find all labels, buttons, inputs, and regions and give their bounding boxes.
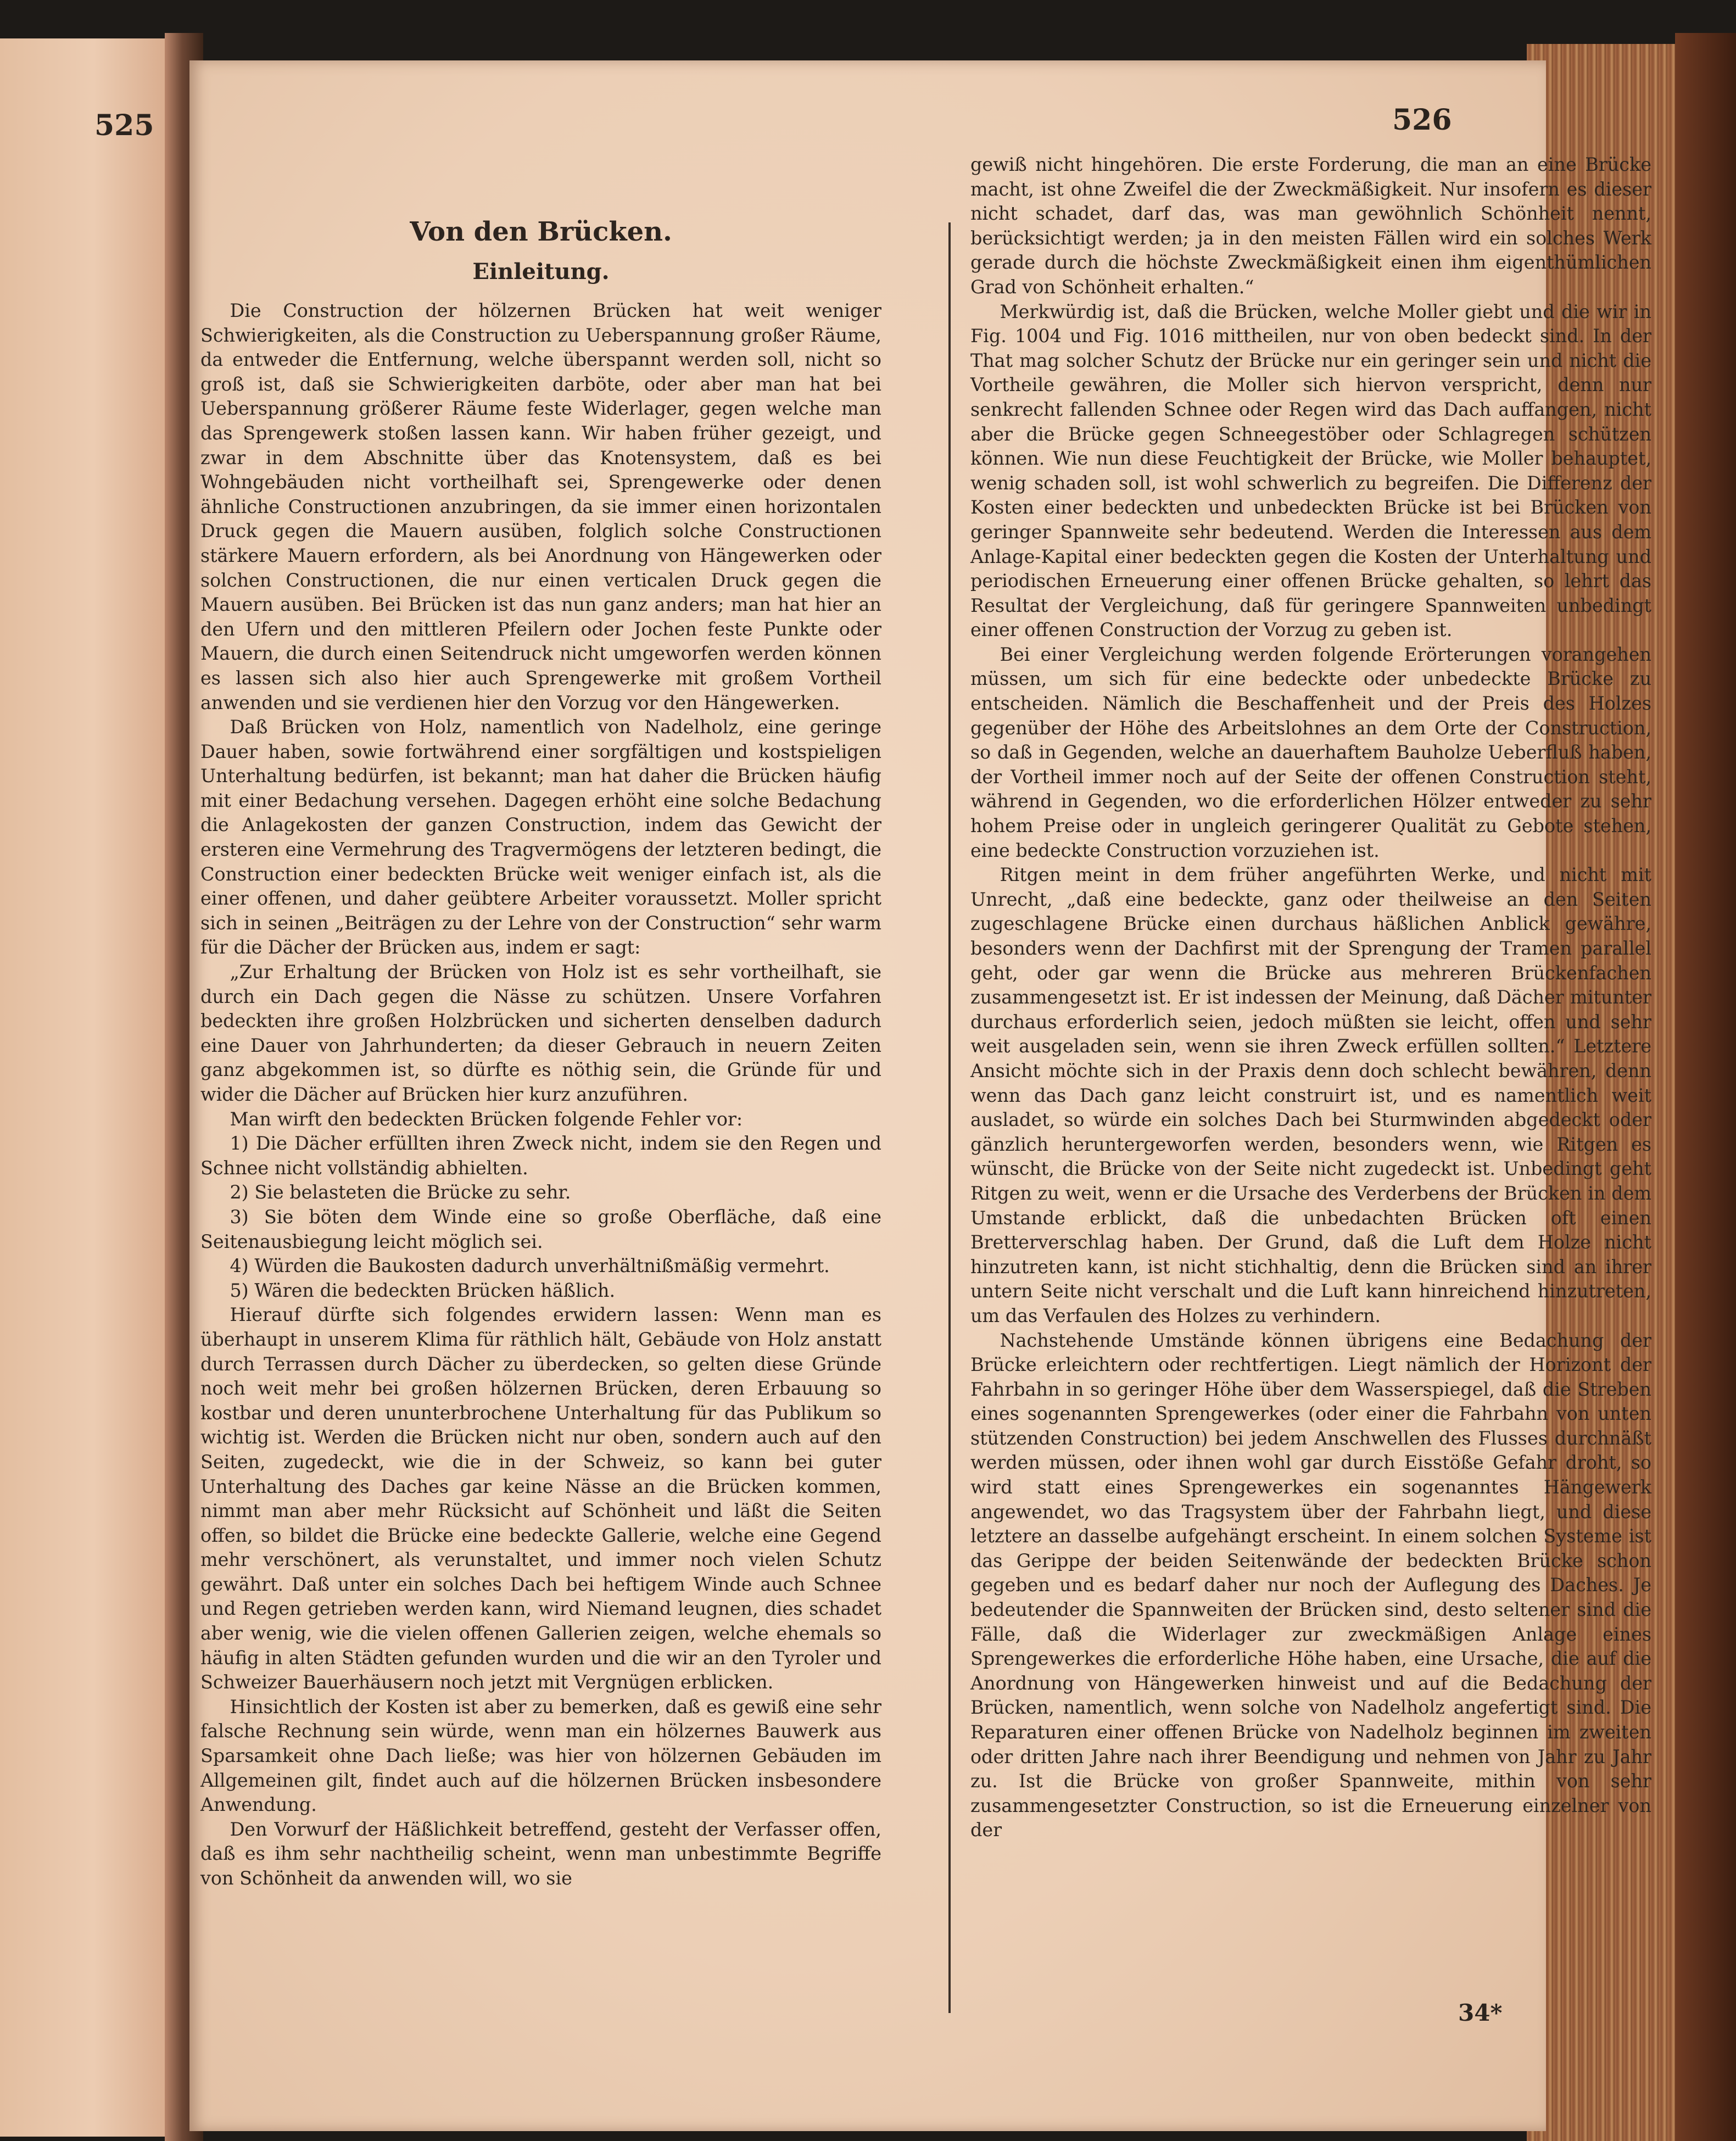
paragraph: 1) Die Dächer erfüllten ihren Zweck nicht, indem sie den Regen und Schnee nicht vollständig abhielten. <box>200 1133 881 1179</box>
paragraph: Merkwürdig ist, daß die Brücken, welche Moller giebt und die wir in Fig. 1004 und Fig. 1016 mittheilen, nur von oben bedeckt sind. In der That mag solcher Schutz der Brücke nur ein geringer sein und nicht die Vortheile gewähren, die Moller sich hiervon verspricht, denn nur senkrecht fallenden Schnee oder Regen wird das Dach auffangen, nicht aber die Brücke gegen Schneegestöber oder Schlagregen schützen können. Wie nun diese Feuchtigkeit der Brücke, wie Moller behauptet, wenig schaden soll, ist wohl schwerlich zu begreifen. Die Differenz der Kosten einer bedeckten und unbedeckten Brücke ist bei Brücken von geringer Spannweite sehr bedeutend. Werden die Interessen aus dem Anlage-Kapital einer bedeckten gegen die Kosten der Unterhaltung und periodischen Erneuerung einer offenen Brücke gehalten, so lehrt das Resultat der Vergleichung, daß für geringere Spannweiten unbedingt einer offenen Construction der Vorzug zu geben ist. <box>970 300 1651 641</box>
column-divider <box>948 222 951 2013</box>
paragraph: Bei einer Vergleichung werden folgende Erörterungen vorangehen müssen, um sich für eine bedeckte oder unbedeckte Brücke zu entscheiden. Nämlich die Beschaffenheit und der Preis des Holzes gegenüber der Höhe des Arbeitslohnes an dem Orte der Construction, so daß in Gegenden, welche an dauerhaftem Bauholze Ueberfluß haben, der Vortheil immer noch auf der Seite der offenen Construction steht, während in Gegenden, wo die erforderlichen Hölzer entweder zu sehr hohem Preise oder in ungleich geringerer Qualität zu Gebote stehen, eine bedeckte Construction vorzuziehen ist. <box>970 643 1651 861</box>
left-text-column <box>200 214 881 1891</box>
left-page-number: 525 <box>94 109 154 142</box>
paragraph: 5) Wären die bedeckten Brücken häßlich. <box>230 1279 616 1301</box>
right-page <box>189 60 1651 2131</box>
paragraph: Hinsichtlich der Kosten ist aber zu bemerken, daß es gewiß eine sehr falsche Rechnung sein würde, wenn man ein hölzernes Bauwerk aus Sparsamkeit ohne Dach ließe; was hier von hölzernen Gebäuden im Allgemeinen gilt, findet auch auf die hölzernen Brücken insbesondere Anwendung. <box>200 1696 881 1816</box>
paragraph: Man wirft den bedeckten Brücken folgende Fehler vor: <box>230 1108 743 1130</box>
right-page-number: 526 <box>1392 103 1452 137</box>
paragraph: 4) Würden die Baukosten dadurch unverhältnißmäßig vermehrt. <box>230 1255 830 1277</box>
article-subtitle: Einleitung. <box>472 259 610 285</box>
paragraph: Hierauf dürfte sich folgendes erwidern lassen: Wenn man es überhaupt in unserem Klima für räthlich hält, Gebäude von Holz anstatt durch Terrassen durch Dächer zu überdecken, so gelten diese Gründe noch weit mehr bei großen hölzernen Brücken, deren Erbauung so kostbar und deren ununterbrochene Unterhaltung für das Publikum so wichtig ist. Werden die Brücken nicht nur oben, sondern auch auf den Seiten, zugedeckt, wie die in der Schweiz, so kann bei guter Unterhaltung des Daches gar keine Nässe an die Brücken kommen, nimmt man aber mehr Rücksicht auf Schönheit und läßt die Seiten offen, so bildet die Brücke eine bedeckte Gallerie, welche eine Gegend mehr verschönert, als verunstaltet, und immer noch vielen Schutz gewährt. Daß unter ein solches Dach bei heftigem Winde auch Schnee und Regen getrieben werden kann, wird Niemand leugnen, dies schadet aber wenig, wie die vielen offenen Gallerien zeigen, welche ehemals so häufig in alten Städten gefunden wurden und die wir an den Tyroler und Schweizer Bauerhäusern noch jetzt mit Vergnügen erblicken. <box>200 1304 881 1693</box>
paragraph: gewiß nicht hingehören. Die erste Forderung, die man an eine Brücke macht, ist ohne Zweifel die der Zweckmäßigkeit. Nur insofern es dieser nicht schadet, darf das, was man gewöhnlich Schönheit nennt, berücksichtigt werden; ja in den meisten Fällen wird ein solches Werk gerade durch die höchste Zweckmäßigkeit einen ihm eigenthümlichen Grad von Schönheit erhalten.“ <box>970 154 1651 298</box>
paragraph: Die Construction der hölzernen Brücken hat weit weniger Schwierigkeiten, als die Construction zu Ueberspannung großer Räume, da entweder die Entfernung, welche überspannt werden soll, nicht so groß ist, daß sie Schwierigkeiten darböte, oder aber man hat bei Ueberspannung größerer Räume feste Widerlager, gegen welche man das Sprengewerk stoßen lassen kann. Wir haben früher gezeigt, und zwar in dem Abschnitte über das Knotensystem, daß es bei Wohngebäuden nicht vortheilhaft sei, Sprengewerke oder denen ähnliche Constructionen anzubringen, da sie immer einen horizontalen Druck gegen die Mauern ausüben, folglich solche Constructionen stärkere Mauern erfordern, als bei Anordnung von Hängewerken oder solchen Constructionen, die nur einen verticalen Druck gegen die Mauern ausüben. Bei Brücken ist das nun ganz anders; man hat hier an den Ufern und den mittleren Pfeilern oder Jochen feste Punkte oder Mauern, die durch einen Seitendruck nicht umgeworfen werden können es lassen sich also hier auch Sprengewerke mit großem Vortheil anwenden und sie verdienen hier den Vorzug vor den Hängewerken. <box>200 300 881 713</box>
paragraph: Ritgen meint in dem früher angeführten Werke, und nicht mit Unrecht, „daß eine bedeckte, ganz oder theilweise an den Seiten zugeschlagene Brücke einen durchaus häßlichen Anblick gewähre, besonders wenn der Dachfirst mit der Sprengung der Tramen parallel geht, oder gar wenn die Brücke aus mehreren Brückenfachen zusammengesetzt ist. Er ist indessen der Meinung, daß Dächer mitunter durchaus erforderlich seien, jedoch müßten sie leicht, offen und sehr weit ausgeladen sein, wenn sie ihren Zweck erfüllen sollten.“ Letztere Ansicht möchte sich in der Praxis denn doch schlecht bewähren, denn wenn das Dach ganz leicht construirt ist, und es namentlich weit ausladet, so würde ein solches Dach bei Sturmwinden abgedeckt oder gänzlich heruntergeworfen werden, besonders wenn, wie Ritgen es wünscht, die Brücke von der Seite nicht zugedeckt ist. Unbedingt geht Ritgen zu weit, wenn er die Ursache des Verderbens der Brücken in dem Umstande erblickt, daß die unbedachten Brücken oft einen Bretterverschlag haben. Der Grund, daß die Luft dem Holze nicht hinzutreten kann, ist nicht stichhaltig, denn die Brücken sind an ihrer untern Seite nicht verschalt und die Luft kann hinreichend hinzutreten, um das Verfaulen des Holzes zu verhindern. <box>970 864 1651 1326</box>
paragraph: Den Vorwurf der Häßlichkeit betreffend, gesteht der Verfasser offen, daß es ihm sehr nachtheilig scheint, wenn man unbestimmte Begriffe von Schönheit da anwenden will, wo sie <box>200 1818 881 1889</box>
signature-mark: 34* <box>1458 1999 1503 2026</box>
paragraph: 3) Sie böten dem Winde eine so große Oberfläche, daß eine Seitenausbiegung leicht möglich sei. <box>200 1206 881 1252</box>
paragraph: Daß Brücken von Holz, namentlich von Nadelholz, eine geringe Dauer haben, sowie fortwährend einer sorgfältigen und kostspieligen Unterhaltung bedürfen, ist bekannt; man hat daher die Brücken häufig mit einer Bedachung versehen. Dagegen erhöht eine solche Bedachung die Anlagekosten der ganzen Construction, indem das Gewicht der ersteren eine Vermehrung des Tragvermögens der letzteren bedingt, die Construction einer bedeckten Brücke weit weniger einfach ist, als die einer offenen, und daher geübtere Arbeiter voraussetzt. Moller spricht sich in seinen „Beiträgen zu der Lehre von der Construction“ sehr warm für die Dächer der Brücken aus, indem er sagt: <box>200 716 881 958</box>
paragraph: „Zur Erhaltung der Brücken von Holz ist es sehr vortheilhaft, sie durch ein Dach gegen die Nässe zu schützen. Unsere Vorfahren bedeckten ihre großen Holzbrücken und sicherten denselben dadurch eine Dauer von Jahrhunderten; da dieser Gebrauch in neuern Zeiten ganz abgekommen ist, so dürfte es nöthig sein, die Gründe für und wider die Dächer auf Brücken hier kurz anzuführen. <box>200 961 881 1105</box>
paragraph: 2) Sie belasteten die Brücke zu sehr. <box>230 1181 571 1203</box>
book-cover-edge <box>1675 33 1736 2141</box>
paragraph: Nachstehende Umstände können übrigens eine Bedachung der Brücke erleichtern oder rechtfertigen. Liegt nämlich der Horizont der Fahrbahn in so geringer Höhe über dem Wasserspiegel, daß die Streben eines sogenannten Sprengewerkes (oder einer die Fahrbahn von unten stützenden Construction) bei jedem Anschwellen des Flusses durchnäßt werden müssen, oder ihnen wohl gar durch Eisstöße Gefahr droht, so wird statt eines Sprengewerkes ein sogenanntes Hängewerk angewendet, wo das Tragsystem über der Fahrbahn liegt, und diese letztere an dasselbe aufgehängt erscheint. In einem solchen Systeme ist das Gerippe der beiden Seitenwände der bedeckten Brücke schon gegeben und es bedarf daher nur noch der Auflegung des Daches. Je bedeutender die Spannweiten der Brücken sind, desto seltener sind die Fälle, daß die Widerlager zur zweckmäßigen Anlage eines Sprengewerkes die erforderliche Höhe haben, eine Ursache, die auf die Anordnung von Hängewerken hinweist und auf die Bedachung der Brücken, namentlich, wenn solche von Nadelholz angefertigt sind. Die Reparaturen einer offenen Brücke von Nadelholz beginnen im zweiten oder dritten Jahre nach ihrer Beendigung und nehmen von Jahr zu Jahr zu. Ist die Brücke von großer Spannweite, mithin von sehr zusammengesetzter Construction, so ist die Erneuerung einzelner von der <box>970 1329 1651 1841</box>
article-title: Von den Brücken. <box>410 216 672 247</box>
right-text-column <box>970 153 1651 1843</box>
left-page-edge <box>0 38 170 2137</box>
